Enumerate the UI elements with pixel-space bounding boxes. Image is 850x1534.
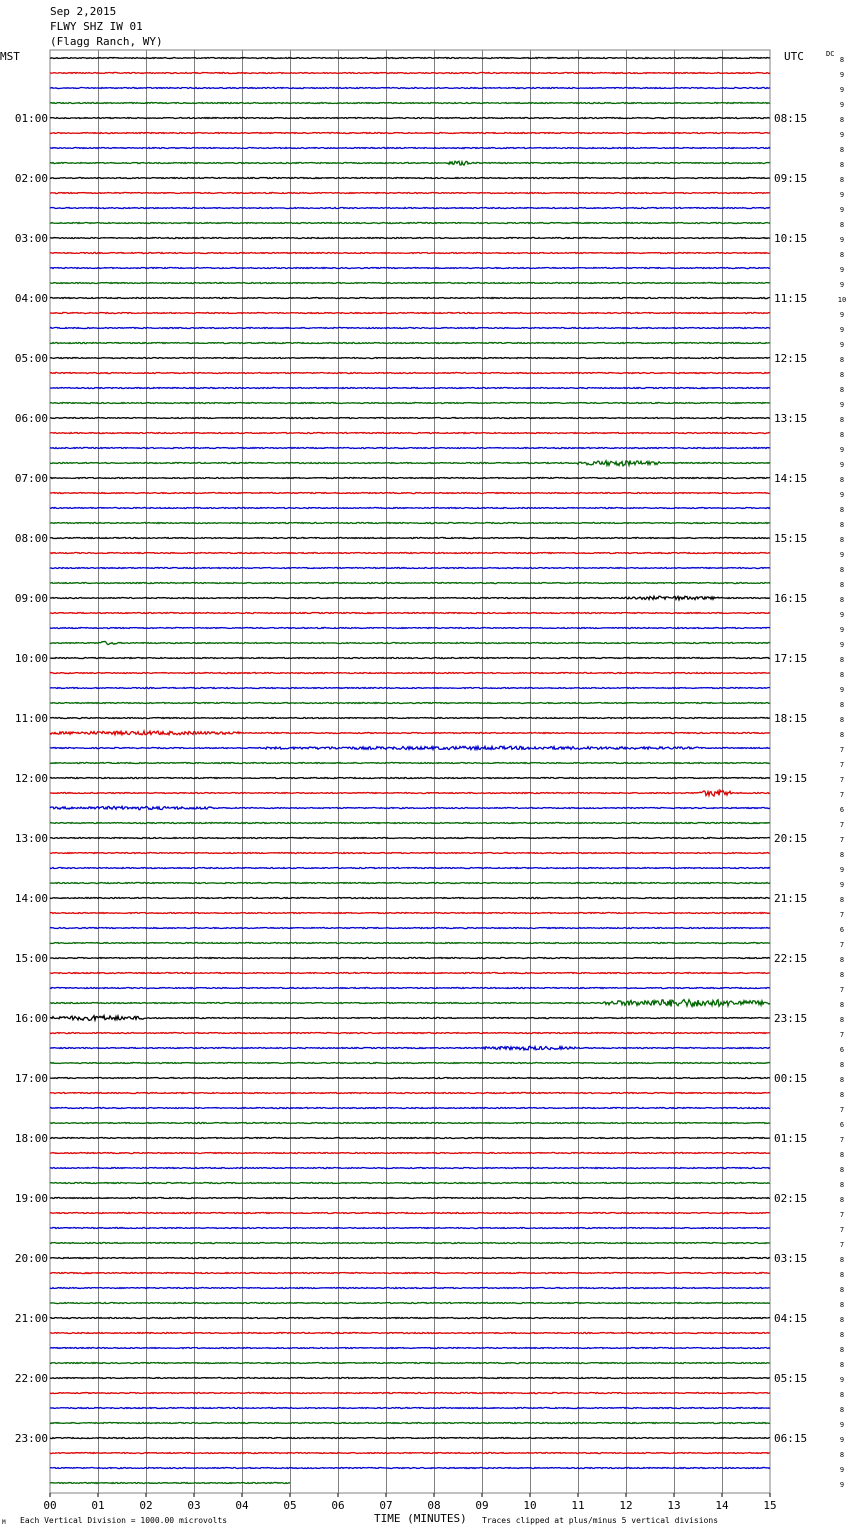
- left-hour-label: 14:00: [14, 892, 48, 905]
- scale-header: DC: [826, 50, 835, 58]
- trace-row: [50, 1437, 770, 1438]
- footer-clip-note: Traces clipped at plus/minus 5 vertical divisions: [482, 1516, 719, 1525]
- right-hour-label: 08:15: [774, 112, 808, 125]
- row-scale-value: 9: [839, 1481, 845, 1489]
- row-scale-value: 9: [839, 641, 845, 649]
- trace-row: [50, 672, 770, 673]
- row-scale-value: 8: [839, 416, 845, 424]
- left-hour-label: 16:00: [14, 1012, 48, 1025]
- left-hour-label: 04:00: [14, 292, 48, 305]
- x-tick-label: 01: [91, 1499, 105, 1512]
- x-tick-label: 03: [187, 1499, 201, 1512]
- trace-row: [50, 1107, 770, 1108]
- left-hour-label: 08:00: [14, 532, 48, 545]
- trace-row: [50, 522, 770, 523]
- row-scale-value: 9: [839, 191, 845, 199]
- header-date: Sep 2,2015: [50, 5, 117, 18]
- trace-row: [50, 1422, 770, 1423]
- row-scale-value: 9: [839, 686, 845, 694]
- row-scale-value: 8: [839, 1016, 845, 1024]
- trace-row: [50, 507, 770, 508]
- trace-row: [50, 777, 770, 778]
- trace-row: [50, 1407, 770, 1408]
- row-scale-value: 6: [839, 1046, 845, 1054]
- trace-row: [50, 567, 770, 568]
- row-scale-value: 8: [839, 851, 845, 859]
- trace-row: [50, 432, 770, 433]
- left-hour-label: 06:00: [14, 412, 48, 425]
- trace-row: [50, 1287, 770, 1288]
- trace-row: [50, 192, 770, 193]
- row-scale-value: 8: [839, 56, 845, 64]
- row-scale-value: 8: [839, 1271, 845, 1279]
- right-hour-label: 19:15: [774, 772, 808, 785]
- row-scale-value: 8: [839, 161, 845, 169]
- trace-row: [50, 327, 770, 328]
- row-scale-value: 8: [839, 251, 845, 259]
- trace-row: [50, 1272, 770, 1273]
- row-scale-value: 8: [839, 1316, 845, 1324]
- trace-row: [50, 537, 770, 538]
- left-hour-label: 13:00: [14, 832, 48, 845]
- row-scale-value: 7: [839, 836, 845, 844]
- row-scale-value: 8: [839, 656, 845, 664]
- row-scale-value: 9: [839, 1466, 845, 1474]
- row-scale-value: 9: [839, 1421, 845, 1429]
- row-scale-value: 9: [839, 401, 845, 409]
- trace-row: [50, 1092, 770, 1093]
- trace-row: [50, 87, 770, 88]
- right-hour-label: 09:15: [774, 172, 808, 185]
- trace-row: [50, 237, 770, 238]
- trace-row: [50, 731, 770, 735]
- right-timezone-label: UTC: [784, 50, 804, 63]
- row-scale-value: 8: [839, 1256, 845, 1264]
- trace-row: [50, 852, 770, 853]
- x-tick-label: 05: [283, 1499, 297, 1512]
- x-tick-label: 09: [475, 1499, 489, 1512]
- x-tick-label: 00: [43, 1499, 57, 1512]
- x-tick-label: 14: [715, 1499, 729, 1512]
- left-hour-label: 20:00: [14, 1252, 48, 1265]
- row-scale-value: 8: [839, 146, 845, 154]
- row-scale-value: 7: [839, 746, 845, 754]
- row-scale-value: 9: [839, 446, 845, 454]
- row-scale-value: 6: [839, 806, 845, 814]
- row-scale-value: 8: [839, 116, 845, 124]
- trace-row: [50, 1392, 770, 1393]
- row-scale-value: 8: [839, 1361, 845, 1369]
- trace-row: [50, 596, 770, 600]
- trace-row: [50, 461, 770, 466]
- row-scale-value: 7: [839, 776, 845, 784]
- x-tick-label: 07: [379, 1499, 393, 1512]
- trace-row: [50, 342, 770, 343]
- trace-row: [50, 417, 770, 418]
- trace-row: [50, 372, 770, 373]
- trace-row: [50, 1016, 770, 1021]
- left-hour-label: 05:00: [14, 352, 48, 365]
- row-scale-value: 8: [839, 1331, 845, 1339]
- trace-row: [50, 1317, 770, 1318]
- row-scale-value: 9: [839, 611, 845, 619]
- trace-row: [50, 806, 770, 809]
- row-scale-value: 7: [839, 941, 845, 949]
- trace-row: [50, 387, 770, 388]
- trace-row: [50, 1062, 770, 1063]
- trace-row: [50, 1122, 770, 1123]
- row-scale-value: 7: [839, 821, 845, 829]
- right-hour-label: 01:15: [774, 1132, 808, 1145]
- left-hour-label: 15:00: [14, 952, 48, 965]
- row-scale-value: 7: [839, 1031, 845, 1039]
- trace-row: [50, 1000, 770, 1007]
- row-scale-value: 7: [839, 1106, 845, 1114]
- trace-row: [50, 267, 770, 268]
- row-scale-value: 8: [839, 1181, 845, 1189]
- row-scale-value: 7: [839, 791, 845, 799]
- right-hour-label: 22:15: [774, 952, 808, 965]
- trace-row: [50, 147, 770, 148]
- row-scale-value: 9: [839, 311, 845, 319]
- right-hour-label: 18:15: [774, 712, 808, 725]
- row-scale-value: 8: [839, 1166, 845, 1174]
- row-scale-value: 8: [839, 671, 845, 679]
- left-hour-label: 07:00: [14, 472, 48, 485]
- x-tick-label: 15: [763, 1499, 777, 1512]
- header-location: (Flagg Ranch, WY): [50, 35, 163, 48]
- trace-row: [50, 1032, 770, 1033]
- right-hour-label: 15:15: [774, 532, 808, 545]
- trace-row: [50, 1452, 770, 1453]
- row-scale-value: 8: [839, 386, 845, 394]
- row-scale-value: 7: [839, 1211, 845, 1219]
- row-scale-value: 8: [839, 1151, 845, 1159]
- x-tick-label: 13: [667, 1499, 681, 1512]
- left-hour-label: 11:00: [14, 712, 48, 725]
- row-scale-value: 8: [839, 1406, 845, 1414]
- left-hour-label: 23:00: [14, 1432, 48, 1445]
- row-scale-value: 8: [839, 971, 845, 979]
- x-tick-label: 02: [139, 1499, 153, 1512]
- trace-row: [50, 57, 770, 58]
- left-timezone-label: MST: [0, 50, 20, 63]
- trace-row: [50, 972, 770, 973]
- trace-row: [50, 837, 770, 838]
- left-hour-label: 03:00: [14, 232, 48, 245]
- row-scale-value: 8: [839, 1391, 845, 1399]
- trace-row: [50, 312, 770, 313]
- row-scale-value: 9: [839, 236, 845, 244]
- right-hour-label: 21:15: [774, 892, 808, 905]
- x-tick-label: 04: [235, 1499, 249, 1512]
- row-scale-value: 9: [839, 1376, 845, 1384]
- left-hour-label: 17:00: [14, 1072, 48, 1085]
- trace-row: [50, 1137, 770, 1138]
- row-scale-value: 9: [839, 131, 845, 139]
- row-scale-value: 8: [839, 1286, 845, 1294]
- trace-row: [50, 161, 770, 165]
- trace-row: [50, 762, 770, 763]
- row-scale-value: 9: [839, 551, 845, 559]
- row-scale-value: 8: [839, 221, 845, 229]
- row-scale-value: 8: [839, 701, 845, 709]
- row-scale-value: 9: [839, 71, 845, 79]
- row-scale-value: 9: [839, 101, 845, 109]
- x-tick-label: 10: [523, 1499, 537, 1512]
- row-scale-value: 8: [839, 506, 845, 514]
- left-hour-label: 21:00: [14, 1312, 48, 1325]
- right-hour-label: 20:15: [774, 832, 808, 845]
- trace-row: [50, 1257, 770, 1258]
- row-scale-value: 7: [839, 1241, 845, 1249]
- left-hour-label: 01:00: [14, 112, 48, 125]
- row-scale-value: 8: [839, 176, 845, 184]
- trace-row: [50, 717, 770, 718]
- trace-row: [50, 1212, 770, 1213]
- row-scale-value: 8: [839, 356, 845, 364]
- trace-row: [50, 1377, 770, 1378]
- row-scale-value: 9: [839, 266, 845, 274]
- row-scale-value: 9: [839, 206, 845, 214]
- trace-row: [50, 1482, 290, 1483]
- trace-row: [50, 897, 770, 898]
- row-scale-value: 9: [839, 86, 845, 94]
- row-scale-value: 9: [839, 281, 845, 289]
- trace-row: [50, 942, 770, 943]
- trace-row: [50, 867, 770, 868]
- x-tick-label: 11: [571, 1499, 585, 1512]
- trace-row: [50, 627, 770, 628]
- row-scale-value: 7: [839, 986, 845, 994]
- row-scale-value: 9: [839, 326, 845, 334]
- row-scale-value: 8: [839, 1061, 845, 1069]
- row-scale-value: 9: [839, 341, 845, 349]
- right-hour-label: 17:15: [774, 652, 808, 665]
- trace-row: [50, 927, 770, 928]
- row-scale-value: 8: [839, 716, 845, 724]
- row-scale-value: 6: [839, 926, 845, 934]
- row-scale-value: 8: [839, 1091, 845, 1099]
- trace-row: [50, 790, 770, 796]
- right-hour-label: 04:15: [774, 1312, 808, 1325]
- right-hour-label: 11:15: [774, 292, 808, 305]
- row-scale-value: 8: [839, 1076, 845, 1084]
- left-hour-label: 19:00: [14, 1192, 48, 1205]
- trace-row: [50, 957, 770, 958]
- trace-row: [50, 102, 770, 103]
- trace-row: [50, 222, 770, 223]
- trace-row: [50, 582, 770, 583]
- trace-row: [50, 1302, 770, 1303]
- row-scale-value: 8: [839, 536, 845, 544]
- row-scale-value: 8: [839, 731, 845, 739]
- trace-row: [50, 641, 770, 644]
- trace-row: [50, 1197, 770, 1198]
- plot-frame: [50, 50, 770, 1493]
- row-scale-value: 8: [839, 476, 845, 484]
- row-scale-value: 8: [839, 1451, 845, 1459]
- x-tick-label: 06: [331, 1499, 345, 1512]
- right-hour-label: 00:15: [774, 1072, 808, 1085]
- row-scale-value: 8: [839, 371, 845, 379]
- trace-row: [50, 402, 770, 403]
- trace-row: [50, 1152, 770, 1153]
- row-scale-value: 8: [839, 956, 845, 964]
- right-hour-label: 02:15: [774, 1192, 808, 1205]
- row-scale-value: 7: [839, 761, 845, 769]
- right-hour-label: 10:15: [774, 232, 808, 245]
- right-hour-label: 23:15: [774, 1012, 808, 1025]
- trace-row: [50, 207, 770, 208]
- right-hour-label: 05:15: [774, 1372, 808, 1385]
- trace-row: [50, 297, 770, 298]
- trace-row: [50, 822, 770, 823]
- right-hour-label: 13:15: [774, 412, 808, 425]
- right-hour-label: 14:15: [774, 472, 808, 485]
- row-scale-value: 9: [839, 881, 845, 889]
- trace-row: [50, 702, 770, 703]
- footer-scale-note: Each Vertical Division = 1000.00 microvolts: [20, 1516, 228, 1525]
- row-scale-value: 8: [839, 581, 845, 589]
- left-hour-label: 18:00: [14, 1132, 48, 1145]
- trace-row: [50, 912, 770, 913]
- trace-row: [50, 1242, 770, 1243]
- trace-row: [50, 282, 770, 283]
- row-scale-value: 9: [839, 491, 845, 499]
- trace-row: [50, 1347, 770, 1348]
- trace-row: [50, 447, 770, 448]
- footer-corner-mark: M: [2, 1519, 6, 1526]
- right-hour-label: 12:15: [774, 352, 808, 365]
- row-scale-value: 8: [839, 431, 845, 439]
- trace-row: [50, 552, 770, 553]
- row-scale-value: 9: [839, 461, 845, 469]
- row-scale-value: 8: [839, 566, 845, 574]
- row-scale-value: 7: [839, 1136, 845, 1144]
- x-tick-label: 12: [619, 1499, 633, 1512]
- left-hour-label: 02:00: [14, 172, 48, 185]
- trace-row: [50, 1362, 770, 1363]
- x-axis-label: TIME (MINUTES): [374, 1512, 467, 1525]
- trace-row: [50, 252, 770, 253]
- trace-row: [50, 492, 770, 493]
- trace-row: [50, 1167, 770, 1168]
- trace-row: [50, 687, 770, 688]
- right-hour-label: 03:15: [774, 1252, 808, 1265]
- left-hour-label: 12:00: [14, 772, 48, 785]
- trace-row: [50, 177, 770, 178]
- trace-row: [50, 1077, 770, 1078]
- trace-row: [50, 132, 770, 133]
- trace-row: [50, 1467, 770, 1468]
- trace-row: [50, 357, 770, 358]
- left-hour-label: 22:00: [14, 1372, 48, 1385]
- row-scale-value: 9: [839, 626, 845, 634]
- row-scale-value: 8: [839, 521, 845, 529]
- row-scale-value: 7: [839, 1226, 845, 1234]
- trace-row: [50, 987, 770, 988]
- row-scale-value: 9: [839, 866, 845, 874]
- right-hour-label: 16:15: [774, 592, 808, 605]
- left-hour-label: 10:00: [14, 652, 48, 665]
- trace-row: [50, 1332, 770, 1333]
- trace-row: [50, 1227, 770, 1228]
- right-hour-label: 06:15: [774, 1432, 808, 1445]
- row-scale-value: 7: [839, 911, 845, 919]
- trace-row: [50, 882, 770, 883]
- left-hour-label: 09:00: [14, 592, 48, 605]
- header-station: FLWY SHZ IW 01: [50, 20, 143, 33]
- trace-row: [50, 657, 770, 658]
- row-scale-value: 6: [839, 1121, 845, 1129]
- trace-row: [50, 1182, 770, 1183]
- row-scale-value: 8: [839, 1346, 845, 1354]
- trace-row: [50, 72, 770, 73]
- row-scale-value: 8: [839, 1001, 845, 1009]
- row-scale-value: 8: [839, 1196, 845, 1204]
- trace-row: [50, 1046, 770, 1050]
- row-scale-value: 9: [839, 1436, 845, 1444]
- row-scale-value: 8: [839, 896, 845, 904]
- trace-row: [50, 477, 770, 478]
- row-scale-value: 8: [839, 596, 845, 604]
- x-tick-label: 08: [427, 1499, 441, 1512]
- row-scale-value: 10: [837, 296, 847, 304]
- trace-row: [50, 117, 770, 118]
- trace-row: [50, 612, 770, 613]
- trace-row: [50, 746, 770, 749]
- row-scale-value: 8: [839, 1301, 845, 1309]
